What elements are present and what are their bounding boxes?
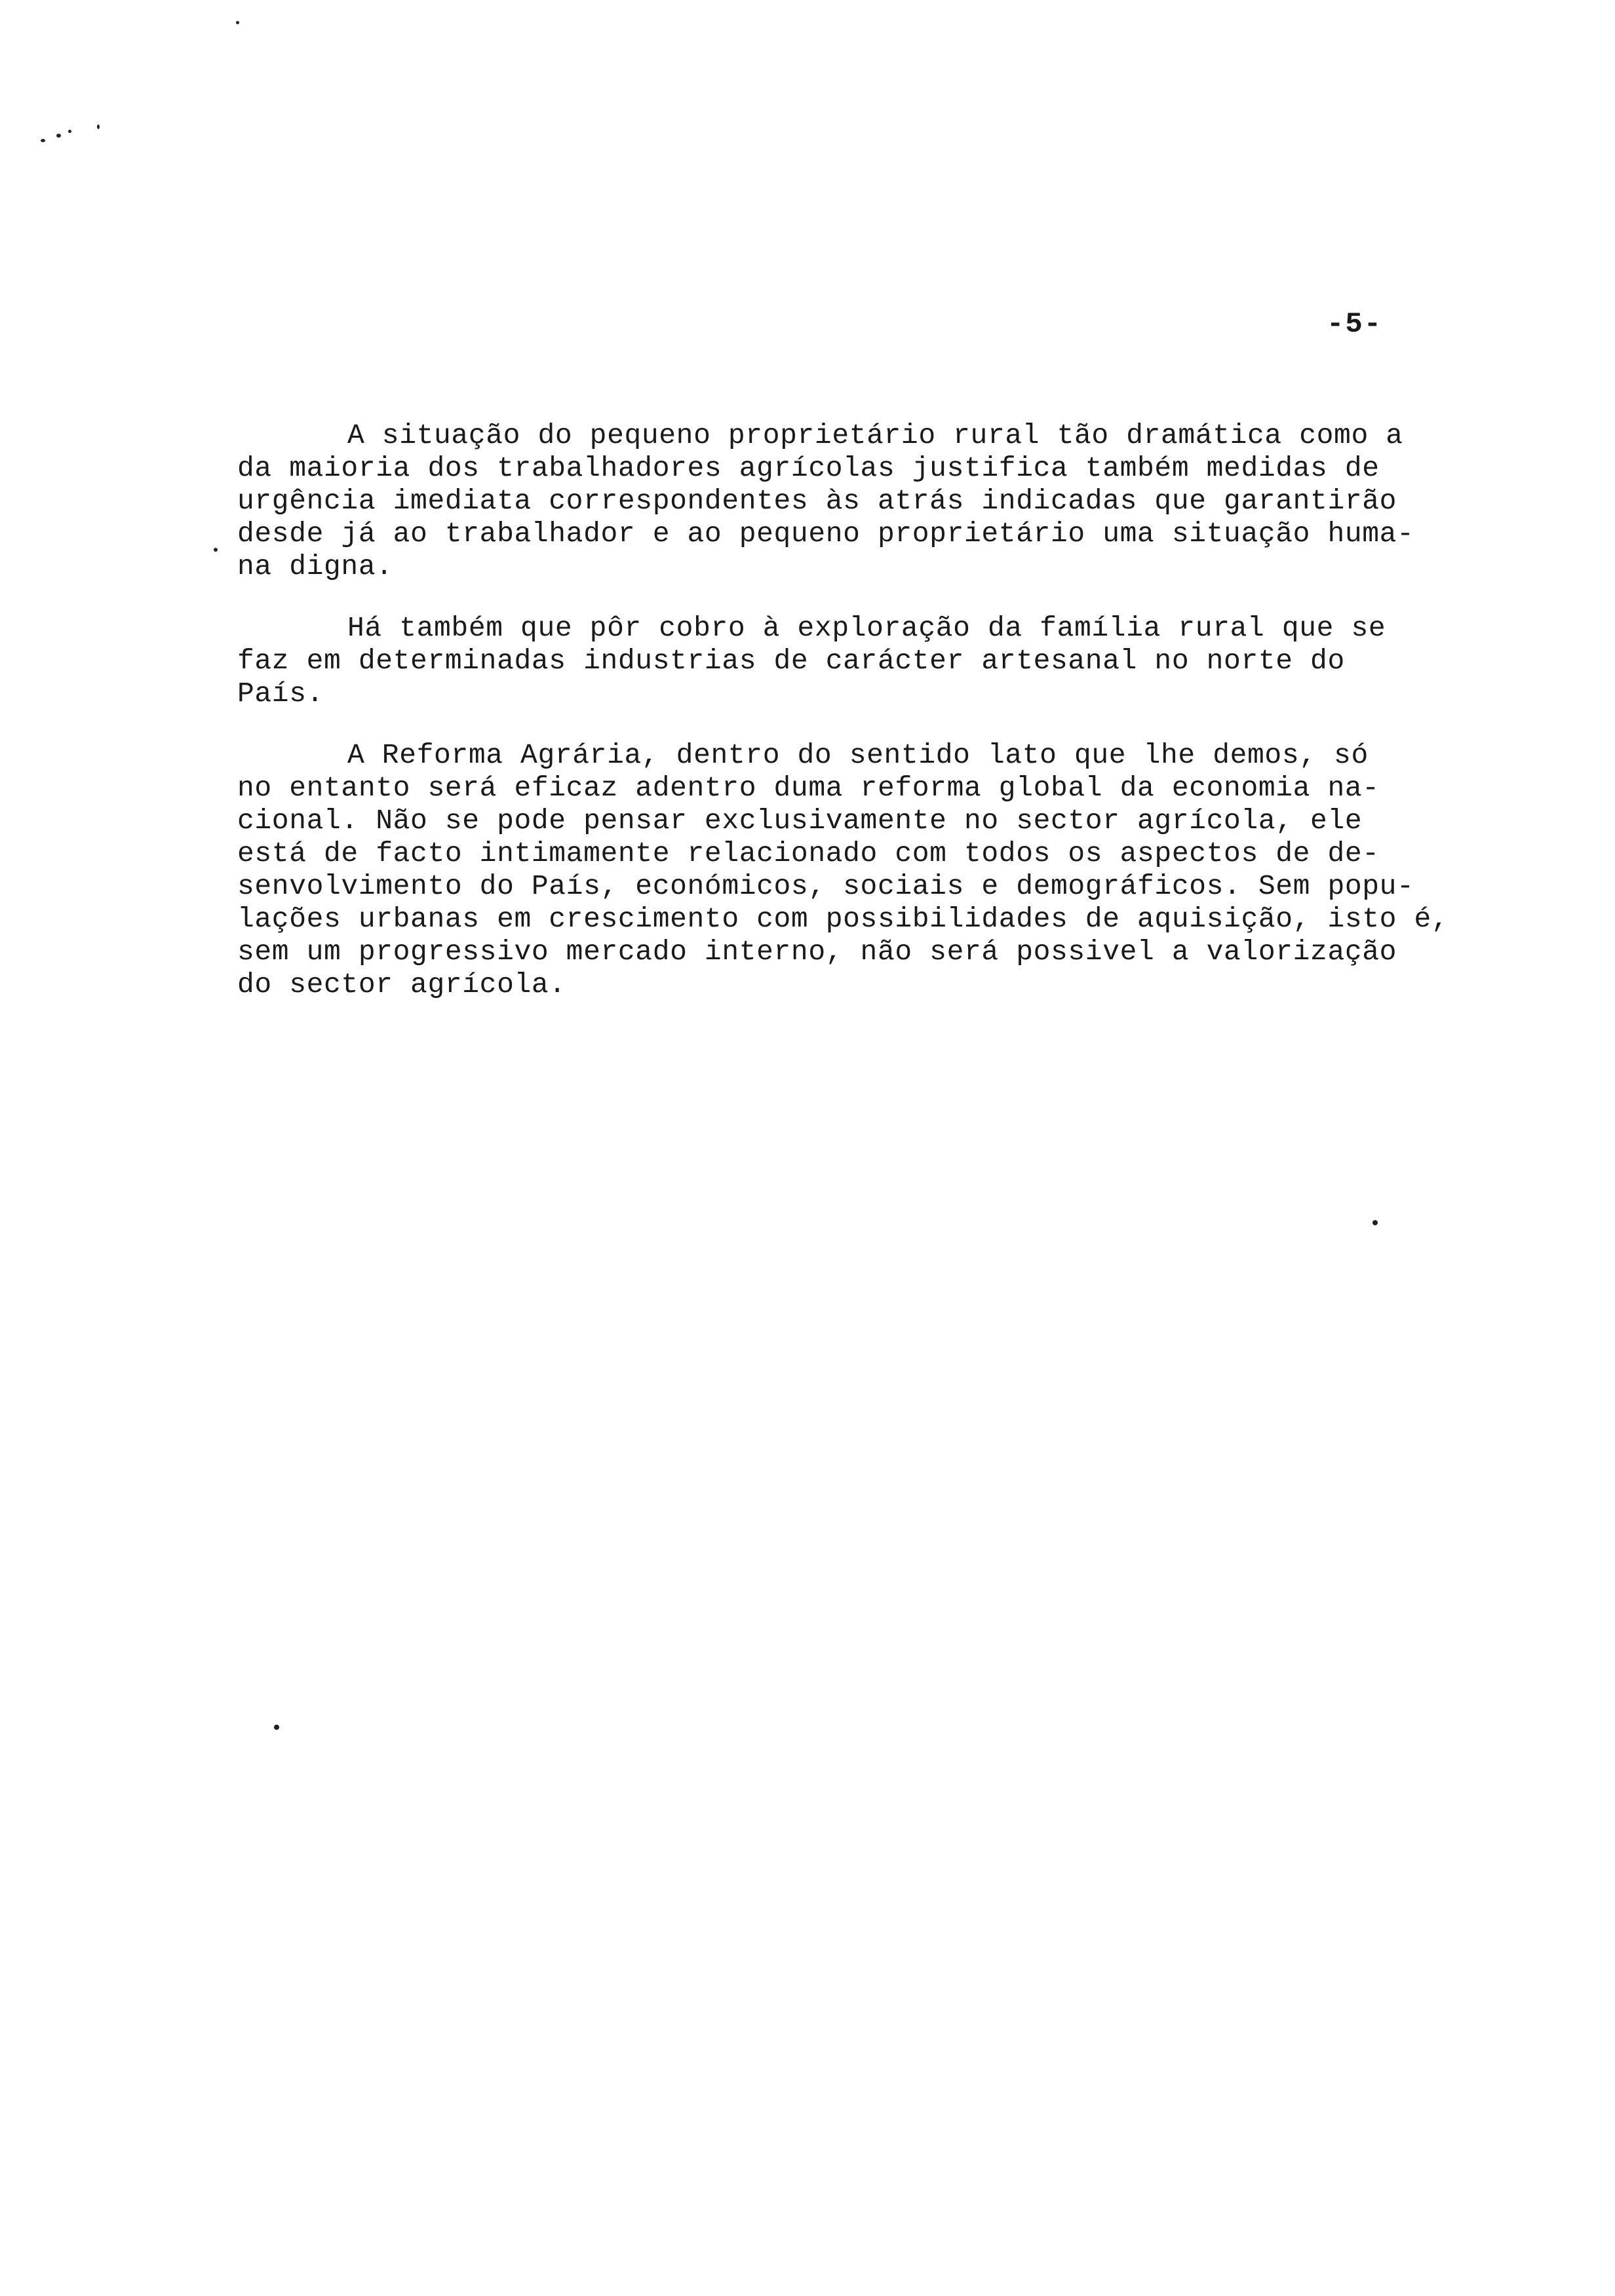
text-line: do sector agrícola.: [237, 968, 566, 1001]
text-line: A situação do pequeno proprietário rural tão dramática como a: [347, 419, 1403, 451]
text-line: faz em determinadas industrias de carácter artesanal no norte do: [237, 645, 1345, 677]
scan-speck: [236, 21, 239, 24]
scan-speck: [97, 124, 100, 129]
scan-speck: [274, 1725, 279, 1730]
text-line: desde já ao trabalhador e ao pequeno proprietário uma situação huma-: [237, 518, 1414, 550]
text-line: Há também que pôr cobro à exploração da família rural que se: [347, 612, 1386, 644]
text-line: senvolvimento do País, económicos, sociais e demográficos. Sem popu-: [237, 870, 1414, 902]
text-line: A Reforma Agrária, dentro do sentido lato que lhe demos, só: [347, 739, 1369, 771]
scan-speck: [214, 548, 218, 552]
text-line: da maioria dos trabalhadores agrícolas justifica também medidas de: [237, 452, 1380, 484]
paragraph-3: [237, 739, 1483, 1001]
text-line: urgência imediata correspondentes às atrás indicadas que garantirão: [237, 485, 1397, 517]
paragraph-2: [237, 612, 1483, 710]
body-text: [237, 419, 1483, 1030]
page-number: -5-: [1327, 308, 1383, 341]
text-line: está de facto intimamente relacionado com todos os aspectos de de-: [237, 837, 1380, 870]
paragraph-1: [237, 419, 1483, 583]
text-line: cional. Não se pode pensar exclusivamente no sector agrícola, ele: [237, 805, 1363, 837]
scan-speck: [56, 134, 61, 138]
text-line: lações urbanas em crescimento com possibilidades de aquisição, isto é,: [237, 903, 1449, 935]
scan-speck: [68, 130, 71, 133]
text-line: País.: [237, 678, 324, 710]
text-line: na digna.: [237, 550, 393, 583]
scan-speck: [41, 139, 45, 142]
text-line: sem um progressivo mercado interno, não será possivel a valorização: [237, 936, 1397, 968]
text-line: no entanto será eficaz adentro duma reforma global da economia na-: [237, 772, 1380, 804]
scan-speck: [1372, 1220, 1378, 1225]
